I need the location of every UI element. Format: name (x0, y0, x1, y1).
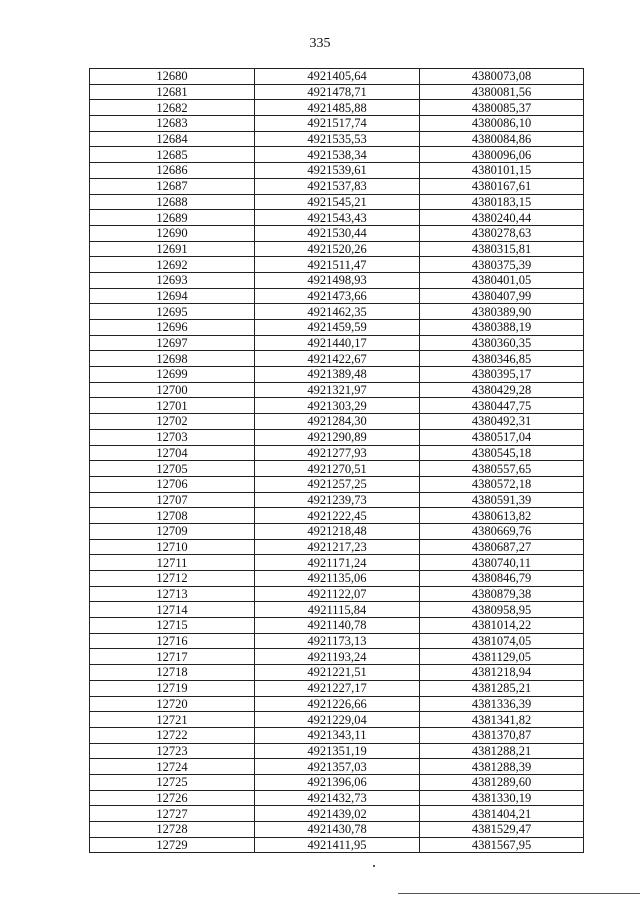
y-coordinate-cell: 4380084,86 (420, 131, 584, 147)
x-coordinate-cell: 4921473,66 (255, 288, 420, 304)
x-coordinate-cell: 4921270,51 (255, 461, 420, 477)
y-coordinate-cell: 4381288,21 (420, 743, 584, 759)
point-number-cell: 12706 (90, 476, 255, 492)
y-coordinate-cell: 4380740,11 (420, 555, 584, 571)
point-number-cell: 12688 (90, 194, 255, 210)
table-row (90, 100, 584, 116)
point-number-cell: 12696 (90, 320, 255, 336)
point-number-cell: 12728 (90, 822, 255, 838)
point-number-cell: 12715 (90, 618, 255, 634)
point-number-cell: 12713 (90, 586, 255, 602)
y-coordinate-cell: 4380101,15 (420, 163, 584, 179)
page-number: 335 (309, 36, 331, 51)
point-number-cell: 12691 (90, 241, 255, 257)
table-row (90, 508, 584, 524)
table-row (90, 476, 584, 492)
y-coordinate-cell: 4380613,82 (420, 508, 584, 524)
x-coordinate-cell: 4921462,35 (255, 304, 420, 320)
y-coordinate-cell: 4380687,27 (420, 539, 584, 555)
y-coordinate-cell: 4381289,60 (420, 774, 584, 790)
y-coordinate-cell: 4380669,76 (420, 523, 584, 539)
y-coordinate-cell: 4380389,90 (420, 304, 584, 320)
y-coordinate-cell: 4381370,87 (420, 727, 584, 743)
point-number-cell: 12695 (90, 304, 255, 320)
point-number-cell: 12703 (90, 429, 255, 445)
x-coordinate-cell: 4921217,23 (255, 539, 420, 555)
x-coordinate-cell: 4921432,73 (255, 790, 420, 806)
table-row (90, 414, 584, 430)
point-number-cell: 12693 (90, 272, 255, 288)
y-coordinate-cell: 4380492,31 (420, 414, 584, 430)
table-row (90, 618, 584, 634)
table-row (90, 774, 584, 790)
x-coordinate-cell: 4921405,64 (255, 69, 420, 85)
x-coordinate-cell: 4921411,95 (255, 837, 420, 853)
y-coordinate-cell: 4381330,19 (420, 790, 584, 806)
table-row (90, 84, 584, 100)
y-coordinate-cell: 4380447,75 (420, 398, 584, 414)
table-row (90, 272, 584, 288)
point-number-cell: 12697 (90, 335, 255, 351)
table-row (90, 665, 584, 681)
table-row (90, 602, 584, 618)
point-number-cell: 12698 (90, 351, 255, 367)
x-coordinate-cell: 4921439,02 (255, 806, 420, 822)
table-row (90, 147, 584, 163)
y-coordinate-cell: 4380517,04 (420, 429, 584, 445)
point-number-cell: 12708 (90, 508, 255, 524)
point-number-cell: 12700 (90, 382, 255, 398)
table-row (90, 445, 584, 461)
x-coordinate-cell: 4921284,30 (255, 414, 420, 430)
x-coordinate-cell: 4921389,48 (255, 367, 420, 383)
point-number-cell: 12707 (90, 492, 255, 508)
table-row (90, 759, 584, 775)
y-coordinate-cell: 4380096,06 (420, 147, 584, 163)
point-number-cell: 12719 (90, 680, 255, 696)
table-row (90, 367, 584, 383)
x-coordinate-cell: 4921396,06 (255, 774, 420, 790)
x-coordinate-cell: 4921218,48 (255, 523, 420, 539)
y-coordinate-cell: 4380407,99 (420, 288, 584, 304)
point-number-cell: 12720 (90, 696, 255, 712)
y-coordinate-cell: 4380360,35 (420, 335, 584, 351)
x-coordinate-cell: 4921511,47 (255, 257, 420, 273)
table-row (90, 116, 584, 132)
x-coordinate-cell: 4921459,59 (255, 320, 420, 336)
table-row (90, 727, 584, 743)
y-coordinate-cell: 4381341,82 (420, 712, 584, 728)
x-coordinate-cell: 4921115,84 (255, 602, 420, 618)
y-coordinate-cell: 4380958,95 (420, 602, 584, 618)
y-coordinate-cell: 4380375,39 (420, 257, 584, 273)
table-row (90, 398, 584, 414)
scan-speck (373, 865, 375, 867)
y-coordinate-cell: 4380183,15 (420, 194, 584, 210)
table-row (90, 523, 584, 539)
point-number-cell: 12692 (90, 257, 255, 273)
x-coordinate-cell: 4921517,74 (255, 116, 420, 132)
point-number-cell: 12716 (90, 633, 255, 649)
point-number-cell: 12727 (90, 806, 255, 822)
y-coordinate-cell: 4380429,28 (420, 382, 584, 398)
point-number-cell: 12717 (90, 649, 255, 665)
point-number-cell: 12701 (90, 398, 255, 414)
y-coordinate-cell: 4380846,79 (420, 571, 584, 587)
table-row (90, 743, 584, 759)
point-number-cell: 12704 (90, 445, 255, 461)
y-coordinate-cell: 4380240,44 (420, 210, 584, 226)
y-coordinate-cell: 4380167,61 (420, 178, 584, 194)
point-number-cell: 12685 (90, 147, 255, 163)
table-row (90, 492, 584, 508)
table-row (90, 288, 584, 304)
x-coordinate-cell: 4921545,21 (255, 194, 420, 210)
point-number-cell: 12724 (90, 759, 255, 775)
x-coordinate-cell: 4921226,66 (255, 696, 420, 712)
x-coordinate-cell: 4921257,25 (255, 476, 420, 492)
x-coordinate-cell: 4921478,71 (255, 84, 420, 100)
table-row (90, 335, 584, 351)
y-coordinate-cell: 4380315,81 (420, 241, 584, 257)
table-row (90, 633, 584, 649)
y-coordinate-cell: 4381285,21 (420, 680, 584, 696)
y-coordinate-cell: 4381074,05 (420, 633, 584, 649)
x-coordinate-cell: 4921227,17 (255, 680, 420, 696)
table-row (90, 131, 584, 147)
y-coordinate-cell: 4381567,95 (420, 837, 584, 853)
y-coordinate-cell: 4380346,85 (420, 351, 584, 367)
table-row (90, 351, 584, 367)
table-row (90, 194, 584, 210)
point-number-cell: 12726 (90, 790, 255, 806)
point-number-cell: 12702 (90, 414, 255, 430)
table-row (90, 680, 584, 696)
point-number-cell: 12712 (90, 571, 255, 587)
x-coordinate-cell: 4921440,17 (255, 335, 420, 351)
y-coordinate-cell: 4380572,18 (420, 476, 584, 492)
point-number-cell: 12711 (90, 555, 255, 571)
y-coordinate-cell: 4380591,39 (420, 492, 584, 508)
point-number-cell: 12718 (90, 665, 255, 681)
x-coordinate-cell: 4921430,78 (255, 822, 420, 838)
x-coordinate-cell: 4921539,61 (255, 163, 420, 179)
table-row (90, 382, 584, 398)
table-row (90, 304, 584, 320)
x-coordinate-cell: 4921140,78 (255, 618, 420, 634)
x-coordinate-cell: 4921290,89 (255, 429, 420, 445)
x-coordinate-cell: 4921357,03 (255, 759, 420, 775)
table-row (90, 163, 584, 179)
x-coordinate-cell: 4921537,83 (255, 178, 420, 194)
table-row (90, 555, 584, 571)
x-coordinate-cell: 4921193,24 (255, 649, 420, 665)
x-coordinate-cell: 4921303,29 (255, 398, 420, 414)
y-coordinate-cell: 4380401,05 (420, 272, 584, 288)
table-row (90, 210, 584, 226)
y-coordinate-cell: 4381129,05 (420, 649, 584, 665)
x-coordinate-cell: 4921530,44 (255, 225, 420, 241)
table-row (90, 257, 584, 273)
x-coordinate-cell: 4921229,04 (255, 712, 420, 728)
point-number-cell: 12686 (90, 163, 255, 179)
table-row (90, 586, 584, 602)
x-coordinate-cell: 4921173,13 (255, 633, 420, 649)
x-coordinate-cell: 4921351,19 (255, 743, 420, 759)
point-number-cell: 12680 (90, 69, 255, 85)
table-row (90, 225, 584, 241)
point-number-cell: 12689 (90, 210, 255, 226)
x-coordinate-cell: 4921122,07 (255, 586, 420, 602)
table-row (90, 461, 584, 477)
x-coordinate-cell: 4921343,11 (255, 727, 420, 743)
table-row (90, 712, 584, 728)
x-coordinate-cell: 4921171,24 (255, 555, 420, 571)
table-row (90, 822, 584, 838)
x-coordinate-cell: 4921498,93 (255, 272, 420, 288)
y-coordinate-cell: 4380557,65 (420, 461, 584, 477)
point-number-cell: 12710 (90, 539, 255, 555)
point-number-cell: 12714 (90, 602, 255, 618)
y-coordinate-cell: 4380085,37 (420, 100, 584, 116)
point-number-cell: 12705 (90, 461, 255, 477)
point-number-cell: 12687 (90, 178, 255, 194)
table-row (90, 539, 584, 555)
y-coordinate-cell: 4380388,19 (420, 320, 584, 336)
y-coordinate-cell: 4380081,56 (420, 84, 584, 100)
x-coordinate-cell: 4921321,97 (255, 382, 420, 398)
table-row (90, 320, 584, 336)
x-coordinate-cell: 4921543,43 (255, 210, 420, 226)
y-coordinate-cell: 4381014,22 (420, 618, 584, 634)
x-coordinate-cell: 4921277,93 (255, 445, 420, 461)
y-coordinate-cell: 4380395,17 (420, 367, 584, 383)
x-coordinate-cell: 4921538,34 (255, 147, 420, 163)
x-coordinate-cell: 4921535,53 (255, 131, 420, 147)
coordinates-table-body (90, 69, 584, 853)
y-coordinate-cell: 4381336,39 (420, 696, 584, 712)
y-coordinate-cell: 4381288,39 (420, 759, 584, 775)
x-coordinate-cell: 4921135,06 (255, 571, 420, 587)
x-coordinate-cell: 4921239,73 (255, 492, 420, 508)
x-coordinate-cell: 4921222,45 (255, 508, 420, 524)
y-coordinate-cell: 4380086,10 (420, 116, 584, 132)
y-coordinate-cell: 4381404,21 (420, 806, 584, 822)
table-row (90, 69, 584, 85)
y-coordinate-cell: 4380073,08 (420, 69, 584, 85)
point-number-cell: 12690 (90, 225, 255, 241)
table-row (90, 837, 584, 853)
point-number-cell: 12725 (90, 774, 255, 790)
table-row (90, 178, 584, 194)
x-coordinate-cell: 4921422,67 (255, 351, 420, 367)
table-row (90, 571, 584, 587)
point-number-cell: 12722 (90, 727, 255, 743)
point-number-cell: 12699 (90, 367, 255, 383)
y-coordinate-cell: 4380545,18 (420, 445, 584, 461)
y-coordinate-cell: 4380278,63 (420, 225, 584, 241)
table-row (90, 696, 584, 712)
point-number-cell: 12683 (90, 116, 255, 132)
coordinates-table (89, 68, 584, 853)
table-row (90, 790, 584, 806)
point-number-cell: 12723 (90, 743, 255, 759)
point-number-cell: 12684 (90, 131, 255, 147)
point-number-cell: 12721 (90, 712, 255, 728)
x-coordinate-cell: 4921221,51 (255, 665, 420, 681)
table-row (90, 649, 584, 665)
point-number-cell: 12729 (90, 837, 255, 853)
point-number-cell: 12681 (90, 84, 255, 100)
table-row (90, 806, 584, 822)
point-number-cell: 12682 (90, 100, 255, 116)
footer-rule (398, 893, 640, 894)
y-coordinate-cell: 4381218,94 (420, 665, 584, 681)
y-coordinate-cell: 4381529,47 (420, 822, 584, 838)
point-number-cell: 12709 (90, 523, 255, 539)
x-coordinate-cell: 4921520,26 (255, 241, 420, 257)
x-coordinate-cell: 4921485,88 (255, 100, 420, 116)
y-coordinate-cell: 4380879,38 (420, 586, 584, 602)
table-row (90, 241, 584, 257)
table-row (90, 429, 584, 445)
point-number-cell: 12694 (90, 288, 255, 304)
